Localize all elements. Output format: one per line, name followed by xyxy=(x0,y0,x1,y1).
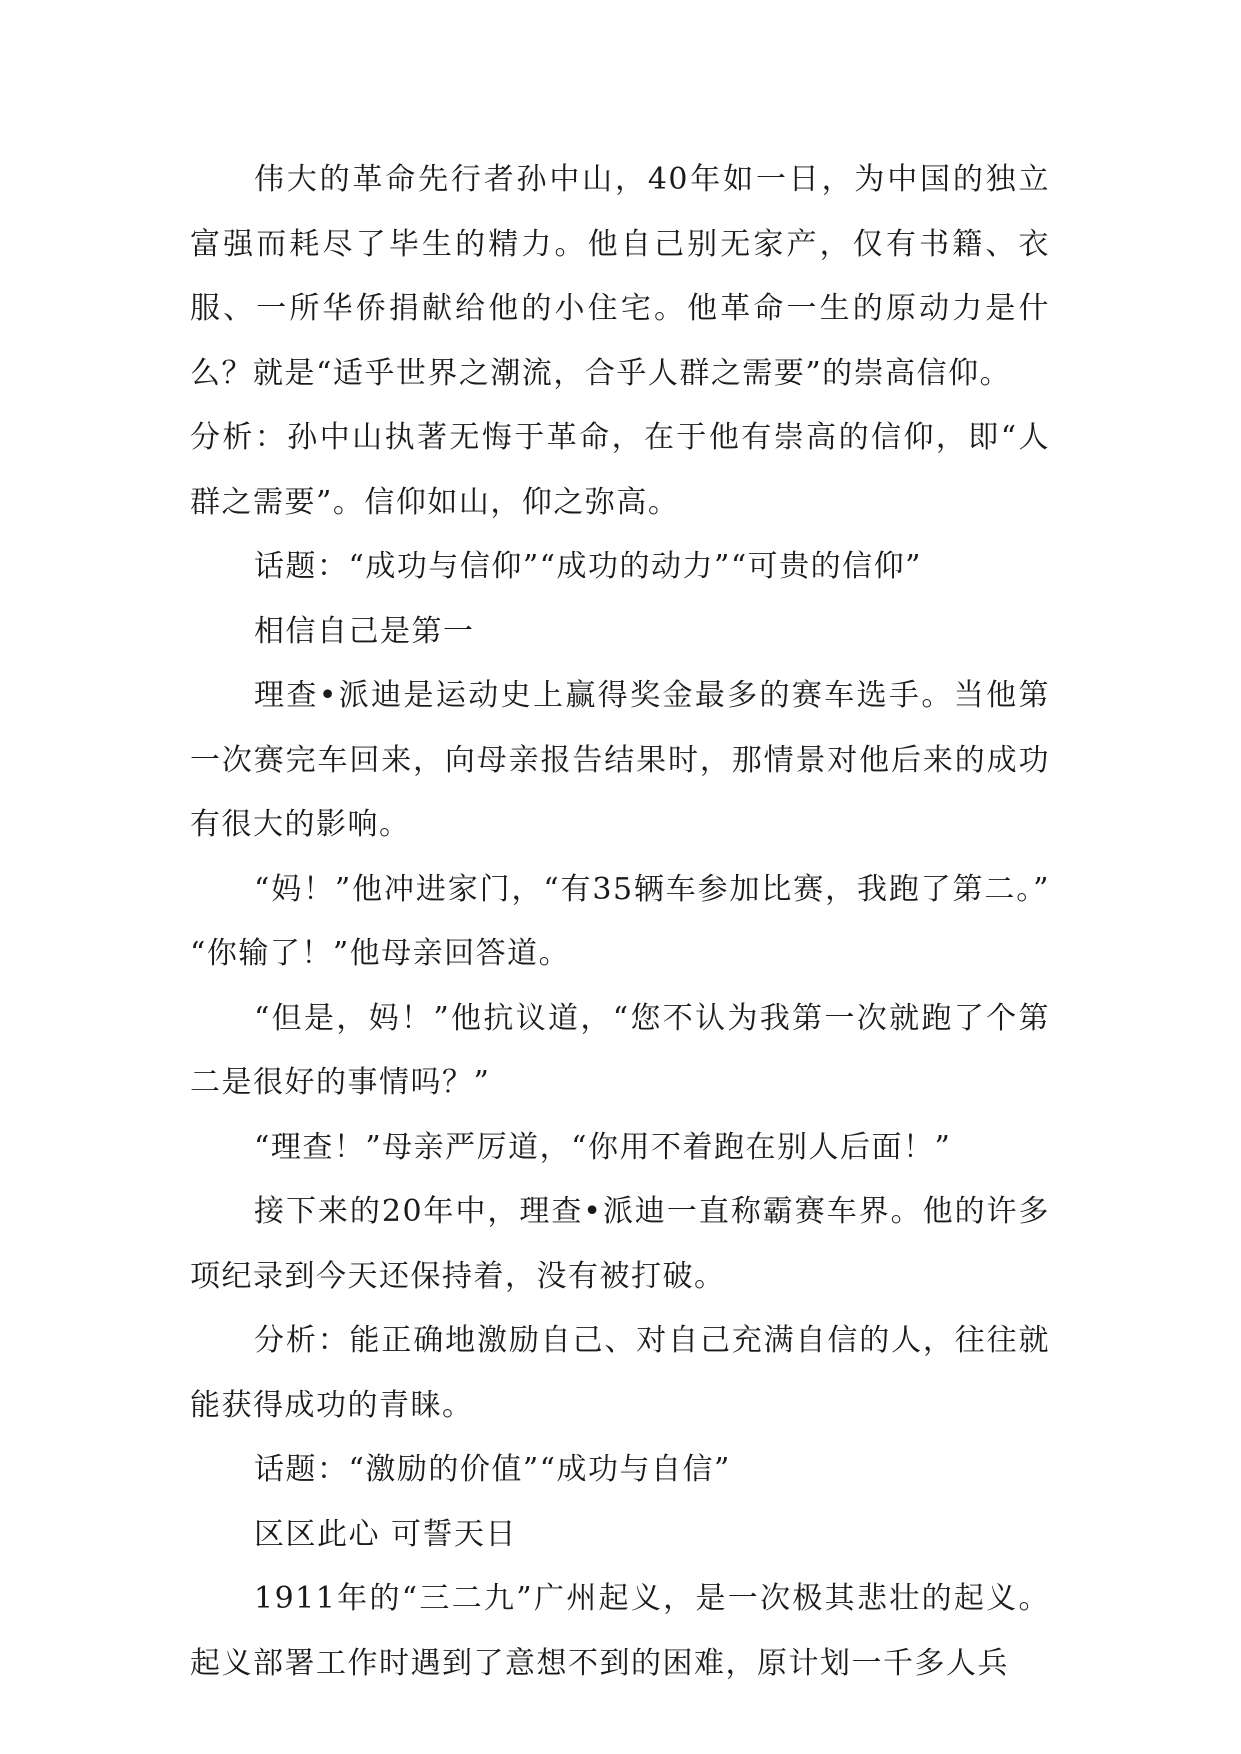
section-heading-believe-first: 相信自己是第一 xyxy=(254,613,475,649)
paragraph-richard-petty: 理查•派迪是运动史上赢得奖金最多的赛车选手。当他第一次赛完车回来，向母亲报告结果时，那情景对他后来的成功有很大的影响。 xyxy=(190,678,1050,842)
paragraph-dialogue-1: “妈！”他冲进家门，“有35辆车参加比赛，我跑了第二。” “你输了！”他母亲回答道。 xyxy=(190,871,1050,971)
paragraph-sun-yatsen: 伟大的革命先行者孙中山，40年如一日，为中国的独立富强而耗尽了毕生的精力。他自己别无家产，仅有书籍、衣服、一所华侨捐献给他的小住宅。他革命一生的原动力是什么？就是“适乎世界之潮流，合乎人群之需要”的崇高信仰。 xyxy=(190,162,1050,391)
section-heading-heart: 区区此心 可誓天日 xyxy=(254,1516,518,1552)
paragraph-analysis-1: 分析：孙中山执著无悔于革命，在于他有崇高的信仰，即“人群之需要”。信仰如山，仰之弥高。 xyxy=(190,420,1050,520)
paragraph-dialogue-2: “但是，妈！”他抗议道，“您不认为我第一次就跑了个第二是很好的事情吗？” xyxy=(190,1000,1050,1100)
paragraph-dialogue-3: “理查！”母亲严厉道，“你用不着跑在别人后面！” xyxy=(254,1129,952,1165)
paragraph-analysis-2: 分析：能正确地激励自己、对自己充满自信的人，往往就能获得成功的青睐。 xyxy=(190,1323,1050,1423)
paragraph-twenty-years: 接下来的20年中，理查•派迪一直称霸赛车界。他的许多项纪录到今天还保持着，没有被打破。 xyxy=(190,1194,1050,1294)
paragraph-guangzhou-uprising: 1911年的“三二九”广州起义，是一次极其悲壮的起义。起义部署工作时遇到了意想不到的困难，原计划一千多人兵 xyxy=(190,1581,1050,1681)
paragraph-topic-1: 话题：“成功与信仰”“成功的动力”“可贵的信仰” xyxy=(254,549,923,584)
document-body xyxy=(190,148,1050,1696)
paragraph-topic-2: 话题：“激励的价值”“成功与自信” xyxy=(254,1452,731,1487)
